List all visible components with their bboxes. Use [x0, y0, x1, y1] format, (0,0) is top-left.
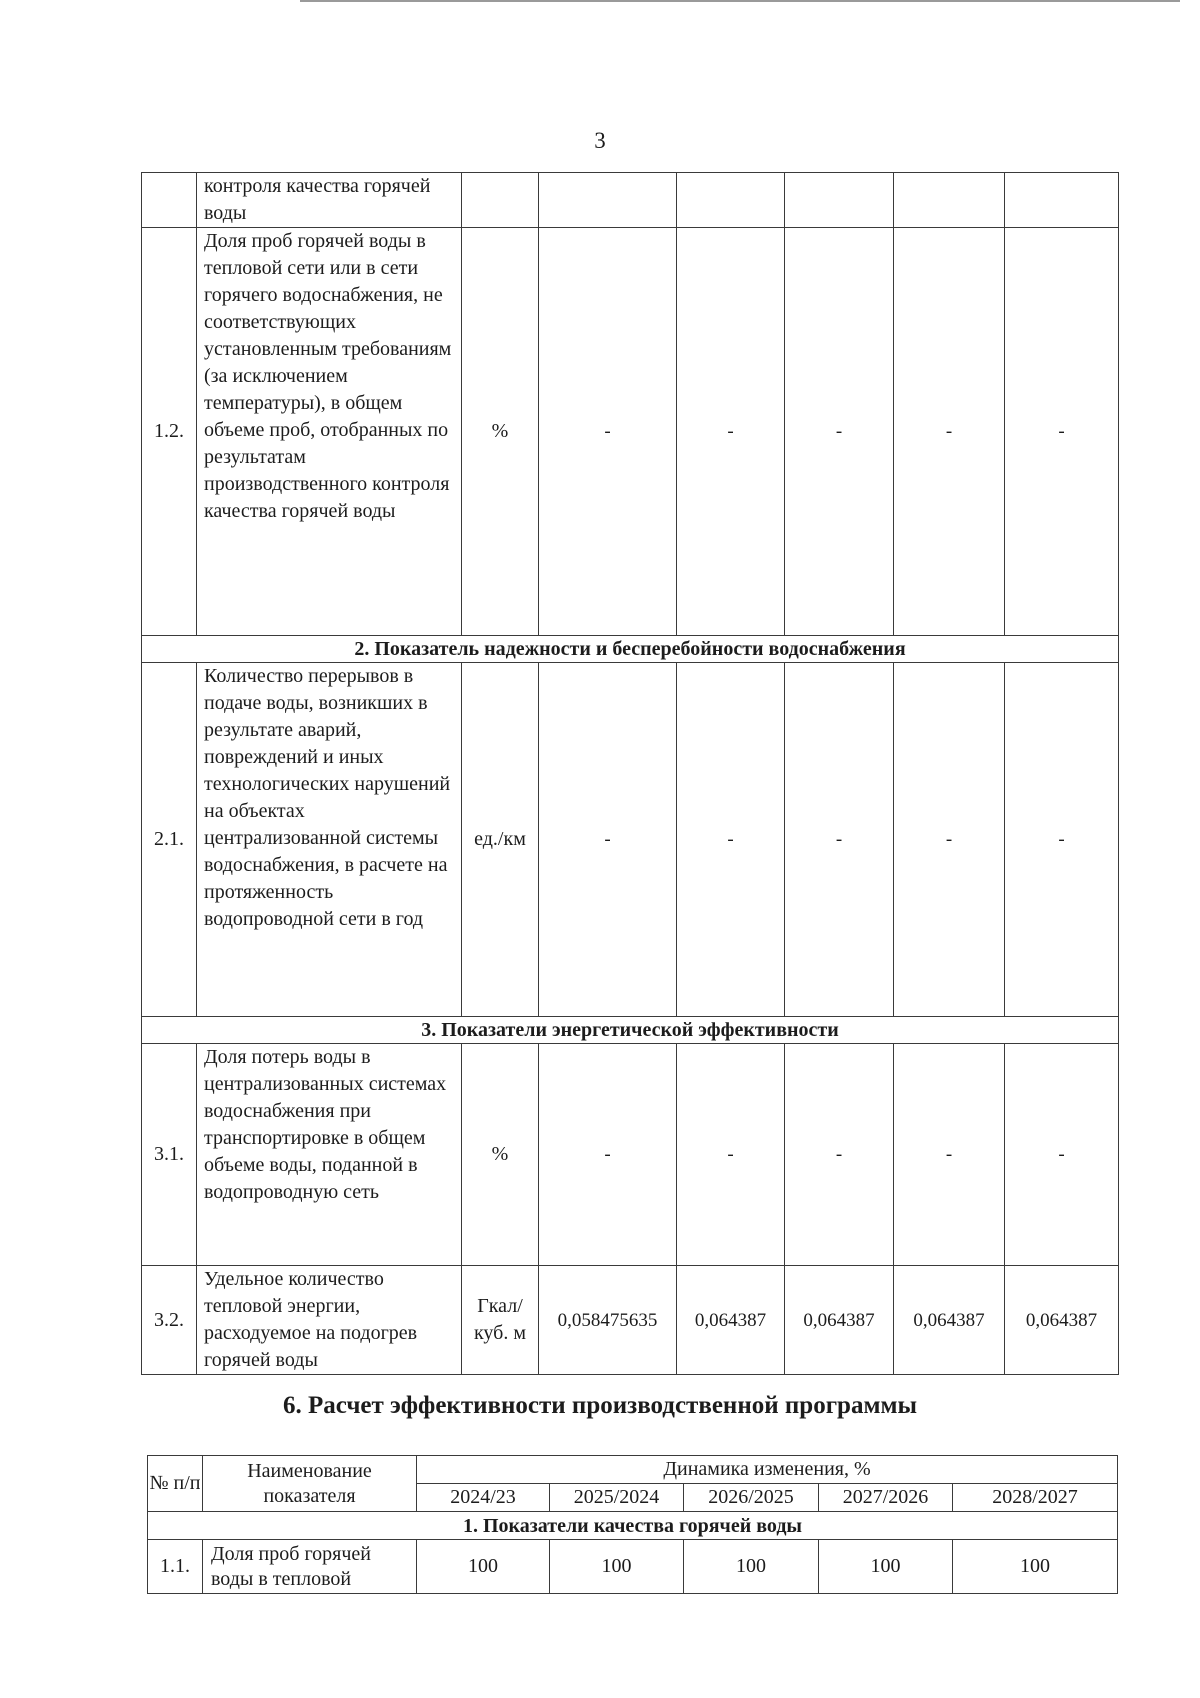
indicator-name: Удельное количество тепловой энергии, расходуемое на подогрев горячей воды [197, 1266, 462, 1375]
value-cell [539, 173, 677, 228]
page-number: 3 [594, 128, 606, 153]
row-number [142, 173, 197, 228]
value-cell: - [1005, 1044, 1119, 1266]
row-number: 1.1. [148, 1540, 203, 1594]
section-title: 3. Показатели энергетической эффективности [142, 1017, 1119, 1044]
col-dynamics-header: Динамика изменения, % [417, 1456, 1118, 1484]
indicators-table [141, 172, 1119, 1375]
value-cell [785, 173, 894, 228]
value-cell: - [677, 663, 785, 1017]
col-number-header: № п/п [148, 1456, 203, 1512]
table-row [142, 1044, 1119, 1266]
value-cell: 0,064387 [677, 1266, 785, 1375]
efficiency-table [147, 1455, 1118, 1594]
value-cell: 100 [684, 1540, 819, 1594]
unit-cell: % [462, 1044, 539, 1266]
value-cell [1005, 173, 1119, 228]
value-cell: - [1005, 663, 1119, 1017]
row-number: 2.1. [142, 663, 197, 1017]
section-row [142, 636, 1119, 663]
year-header: 2028/2027 [953, 1484, 1118, 1512]
value-cell: 100 [819, 1540, 953, 1594]
value-cell: - [894, 1044, 1005, 1266]
value-cell: - [539, 228, 677, 636]
row-number: 3.1. [142, 1044, 197, 1266]
section-row [142, 1017, 1119, 1044]
year-header: 2024/23 [417, 1484, 550, 1512]
value-cell: - [677, 228, 785, 636]
year-header: 2025/2024 [550, 1484, 684, 1512]
row-number: 3.2. [142, 1266, 197, 1375]
value-cell: - [894, 663, 1005, 1017]
value-cell: - [785, 1044, 894, 1266]
value-cell [894, 173, 1005, 228]
value-cell: 100 [550, 1540, 684, 1594]
unit-cell: Гкал/куб. м [462, 1266, 539, 1375]
unit-cell: ед./км [462, 663, 539, 1017]
indicator-name: Количество перерывов в подаче воды, возникших в результате аварий, повреждений и иных технологических нарушений на объектах централизованной системы водоснабжения, в расчете на протяженность водопроводной сети в год [197, 663, 462, 1017]
value-cell: 100 [417, 1540, 550, 1594]
value-cell: - [1005, 228, 1119, 636]
section-title: 2. Показатель надежности и бесперебойности водоснабжения [142, 636, 1119, 663]
value-cell: - [894, 228, 1005, 636]
value-cell [677, 173, 785, 228]
value-cell: 0,064387 [785, 1266, 894, 1375]
value-cell: 0,058475635 [539, 1266, 677, 1375]
value-cell: - [785, 663, 894, 1017]
unit-cell: % [462, 228, 539, 636]
section-row: 1. Показатели качества горячей воды [148, 1512, 1118, 1540]
indicator-name: контроля качества горячей воды [197, 173, 462, 228]
unit-cell [462, 173, 539, 228]
year-header: 2026/2025 [684, 1484, 819, 1512]
top-edge-line [300, 0, 1180, 2]
value-cell: 0,064387 [894, 1266, 1005, 1375]
value-cell: 0,064387 [1005, 1266, 1119, 1375]
section-6-heading: 6. Расчет эффективности производственной программы [282, 1392, 918, 1419]
value-cell: - [539, 1044, 677, 1266]
value-cell: - [785, 228, 894, 636]
indicator-name: Доля потерь воды в централизованных системах водоснабжения при транспортировке в общем объеме воды, поданной в водопроводную сеть [197, 1044, 462, 1266]
table-row [142, 173, 1119, 228]
value-cell: 100 [953, 1540, 1118, 1594]
table-row [142, 663, 1119, 1017]
row-number: 1.2. [142, 228, 197, 636]
table-row [142, 228, 1119, 636]
table-row [142, 1266, 1119, 1375]
col-name-header: Наименование показателя [203, 1456, 417, 1512]
value-cell: - [539, 663, 677, 1017]
indicator-name: Доля проб горячей воды в тепловой сети или в сети горячего водоснабжения, не соответствующих установленным требованиям (за исключением температуры), в общем объеме проб, отобранных по результатам производственного контроля качества горячей воды [197, 228, 462, 636]
value-cell: - [677, 1044, 785, 1266]
year-header: 2027/2026 [819, 1484, 953, 1512]
indicator-name: Доля проб горячей воды в тепловой [203, 1540, 417, 1594]
